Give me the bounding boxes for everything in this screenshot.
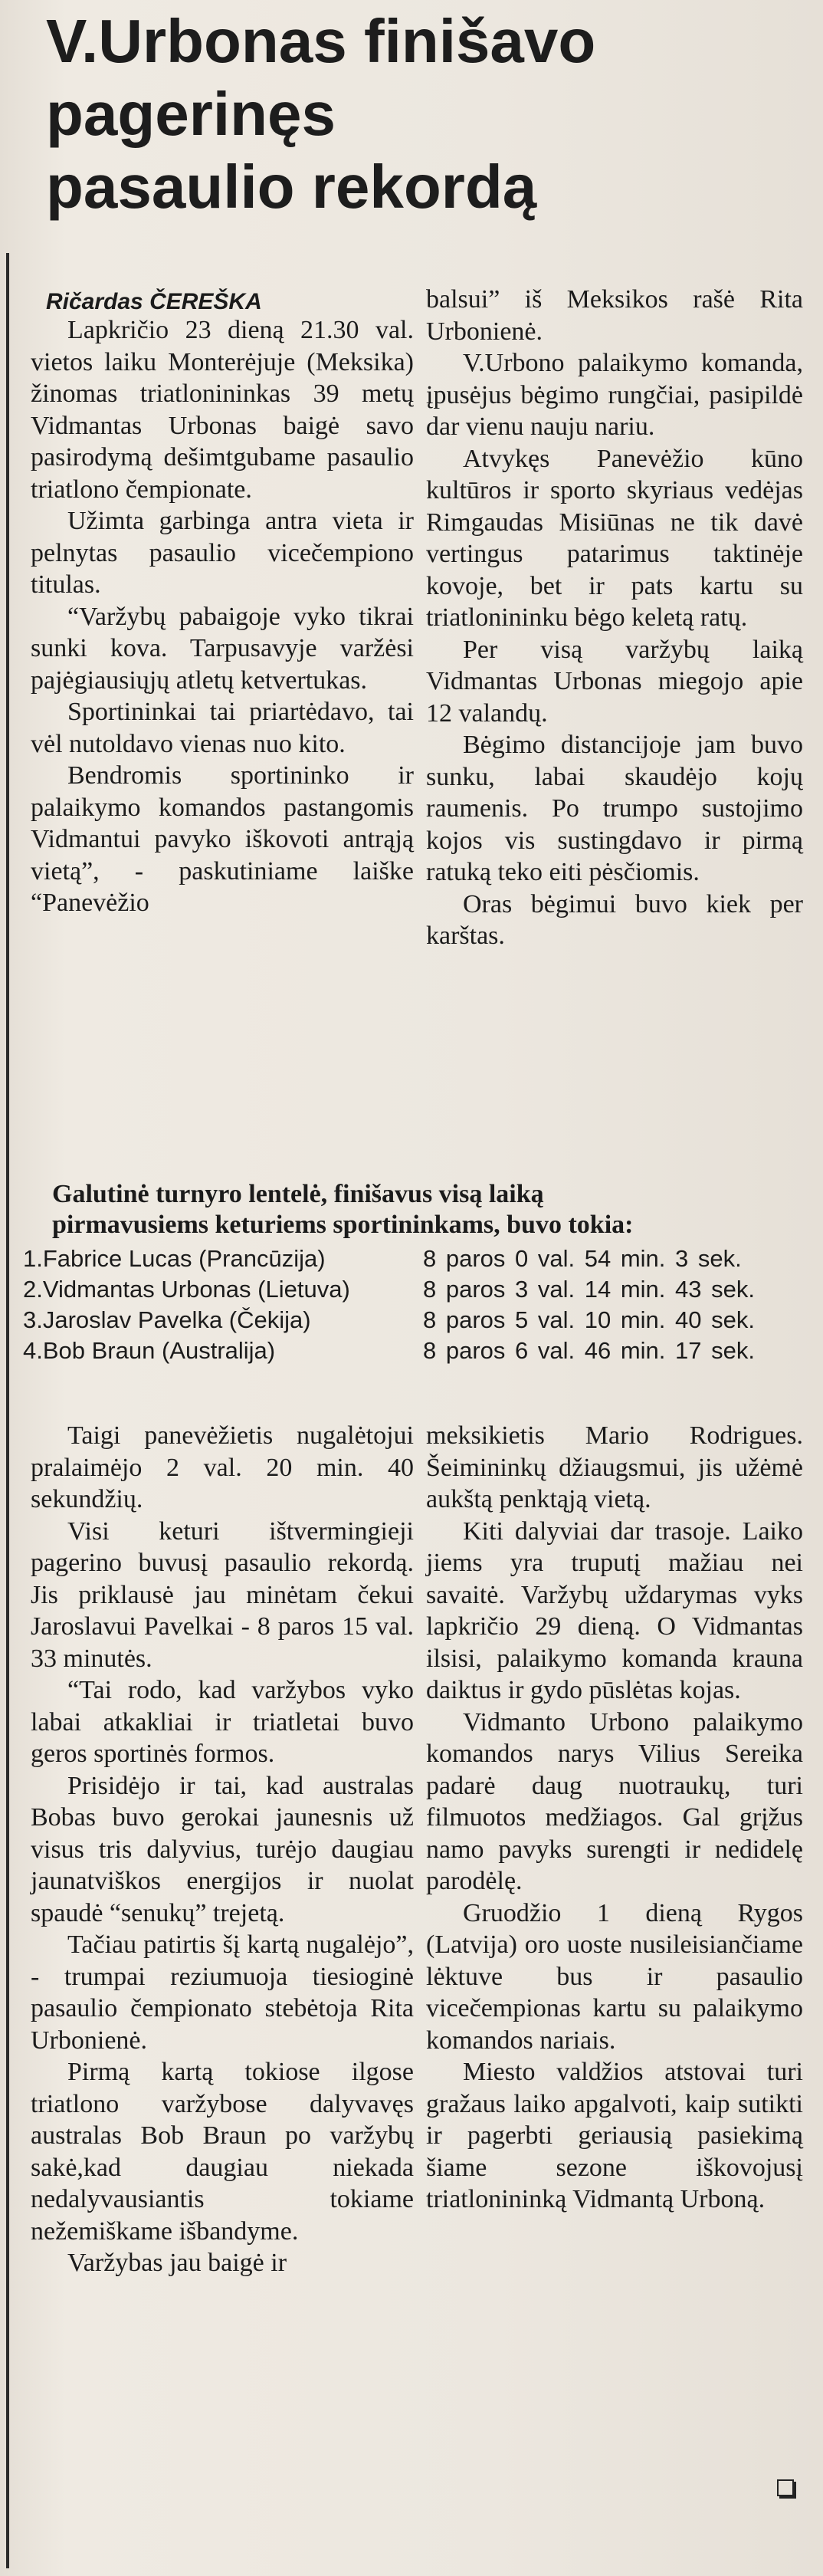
paragraph: Taigi panevėžietis nugalėtojui pralaimėjo 2 val. 20 min. 40 sekundžių. (31, 1421, 414, 1513)
text-column-2 (426, 284, 803, 952)
paragraph: “Varžybų pabaigoje vyko tikrai sunki kova. Tarpusavyje varžėsi pajėgiausiųjų atletų ketvertukas. (31, 602, 414, 695)
paragraph: Bėgimo distancijoje jam buvo sunku, labai skaudėjo kojų raumenis. Po trumpo sustojimo kojos vis sustingdavo ir pirmą ratuką teko eiti pėsčiomis. (426, 731, 803, 886)
author-byline: Ričardas ČEREŠKA (46, 289, 262, 314)
headline-line: pagerinęs (46, 80, 336, 148)
paragraph: Tačiau patirtis šį kartą nugalėjo”, - trumpai reziumuoja tiesioginė pasaulio čempionato stebėtoja Rita Urbonienė. (31, 1930, 414, 2055)
paragraph: Miesto valdžios atstovai turi gražaus laiko apgalvoti, kaip sutikti ir pagerbti geriausią pasiekimą šiame sezone iškovojusį triatlonininką Vidmantą Urboną. (426, 2058, 803, 2213)
paragraph: Per visą varžybų laiką Vidmantas Urbonas miegojo apie 12 valandų. (426, 635, 803, 728)
paragraph: Oras bėgimui buvo kiek per karštas. (426, 889, 803, 950)
paragraph: Atvykęs Panevėžio kūno kultūros ir sporto skyriaus vedėjas Rimgaudas Misiūnas ne tik davė vertingus patarimus taktinėje kovoje, bet ir pats kartu su triatlonininku bėgo keletą ratų. (426, 444, 803, 632)
text-column-3 (31, 1420, 414, 2279)
end-of-article-square-icon (777, 2479, 794, 2496)
standings-rows (23, 1244, 812, 1366)
table-row (23, 1274, 812, 1305)
finish-time: 8 paros 0 val. 54 min. 3 sek. (423, 1245, 742, 1272)
finish-time: 8 paros 5 val. 10 min. 40 sek. (423, 1306, 755, 1333)
headline-line: V.Urbonas finišavo (46, 7, 596, 75)
standings-heading-line: Galutinė turnyro lentelė, finišavus visą laiką (52, 1180, 544, 1208)
paragraph: V.Urbono palaikymo komanda, įpusėjus bėgimo rungčiai, pasipildė dar vienu nauju nariu. (426, 349, 803, 441)
paragraph: Lapkričio 23 dieną 21.30 val. vietos laiku Monterėjuje (Meksika) žinomas triatlonininkas 39 metų Vidmantas Urbonas baigė savo pasirodymą dešimtgubame pasaulio triatlono čempionate. (31, 316, 414, 504)
column-rule (6, 253, 9, 2568)
paragraph: Gruodžio 1 dieną Rygos (Latvija) oro uoste nusileisiančiame lėktuve bus ir pasaulio vicečempionas kartu su palaikymo komandos nariais. (426, 1898, 803, 2055)
paragraph: Varžybas jau baigė ir (67, 2249, 287, 2277)
paragraph-continuation: meksikietis Mario Rodrigues. Šeimininkų džiaugsmui, jis užėmė aukštą penktąją vietą. (426, 1421, 803, 1513)
finish-time: 8 paros 3 val. 14 min. 43 sek. (423, 1276, 755, 1303)
athlete-name: 1.Fabrice Lucas (Prancūzija) (23, 1245, 326, 1272)
table-row (23, 1305, 812, 1336)
paragraph-continuation: balsui” iš Meksikos rašė Rita Urbonienė. (426, 285, 803, 346)
standings-table (23, 1179, 812, 1366)
standings-heading (23, 1179, 812, 1240)
paragraph: “Tai rodo, kad varžybos vyko labai atkakliai ir triatletai buvo geros sportinės formos. (31, 1676, 414, 1768)
paragraph: Vidmanto Urbono palaikymo komandos narys Vilius Sereika padarė daug nuotraukų, turi filmuotos medžiagos. Gal grįžus namo pavyks surengti ir nedidelę parodėlę. (426, 1707, 803, 1895)
text-column-1 (31, 314, 414, 919)
finish-time: 8 paros 6 val. 46 min. 17 sek. (423, 1337, 755, 1364)
paragraph: Pirmą kartą tokiose ilgose triatlono varžybose dalyvavęs australas Bob Braun po varžybų sakė,kad daugiau niekada nedalyvausiantis tokiame nežemiškame išbandyme. (31, 2058, 414, 2246)
article-headline (46, 5, 782, 223)
text-column-4 (426, 1420, 803, 2216)
headline-line: pasaulio rekordą (46, 153, 537, 221)
table-row (23, 1336, 812, 1366)
paragraph: Prisidėjo ir tai, kad australas Bobas buvo gerokai jaunesnis už visus tris dalyvius, turėjo daugiau jaunatviškos energijos ir nuolat spaudė “senukų” trejetą. (31, 1771, 414, 1927)
athlete-name: 4.Bob Braun (Australija) (23, 1337, 276, 1364)
standings-heading-line: pirmavusiems keturiems sportininkams, buvo tokia: (52, 1211, 634, 1239)
paragraph: Sportininkai tai priartėdavo, tai vėl nutoldavo vienas nuo kito. (31, 698, 414, 758)
table-row (23, 1244, 812, 1274)
paragraph: Visi keturi ištvermingieji pagerino buvusį pasaulio rekordą. Jis priklausė jau minėtam čekui Jaroslavui Pavelkai - 8 paros 15 val. 33 minutės. (31, 1516, 414, 1673)
athlete-name: 2.Vidmantas Urbonas (Lietuva) (23, 1276, 350, 1303)
athlete-name: 3.Jaroslav Pavelka (Čekija) (23, 1306, 311, 1333)
paragraph: Kiti dalyviai dar trasoje. Laiko jiems yra truputį mažiau nei savaitė. Varžybų uždarymas vyks lapkričio 29 dieną. O Vidmantas ilsisi, palaikymo komanda krauna daiktus ir gydo pūslėtas kojas. (426, 1516, 803, 1704)
paragraph: Bendromis sportininko ir palaikymo komandos pastangomis Vidmantui pavyko iškovoti antrąją vietą”, - paskutiniame laiške “Panevėžio (31, 761, 414, 917)
paragraph: Užimta garbinga antra vieta ir pelnytas pasaulio vicečempiono titulas. (31, 507, 414, 599)
